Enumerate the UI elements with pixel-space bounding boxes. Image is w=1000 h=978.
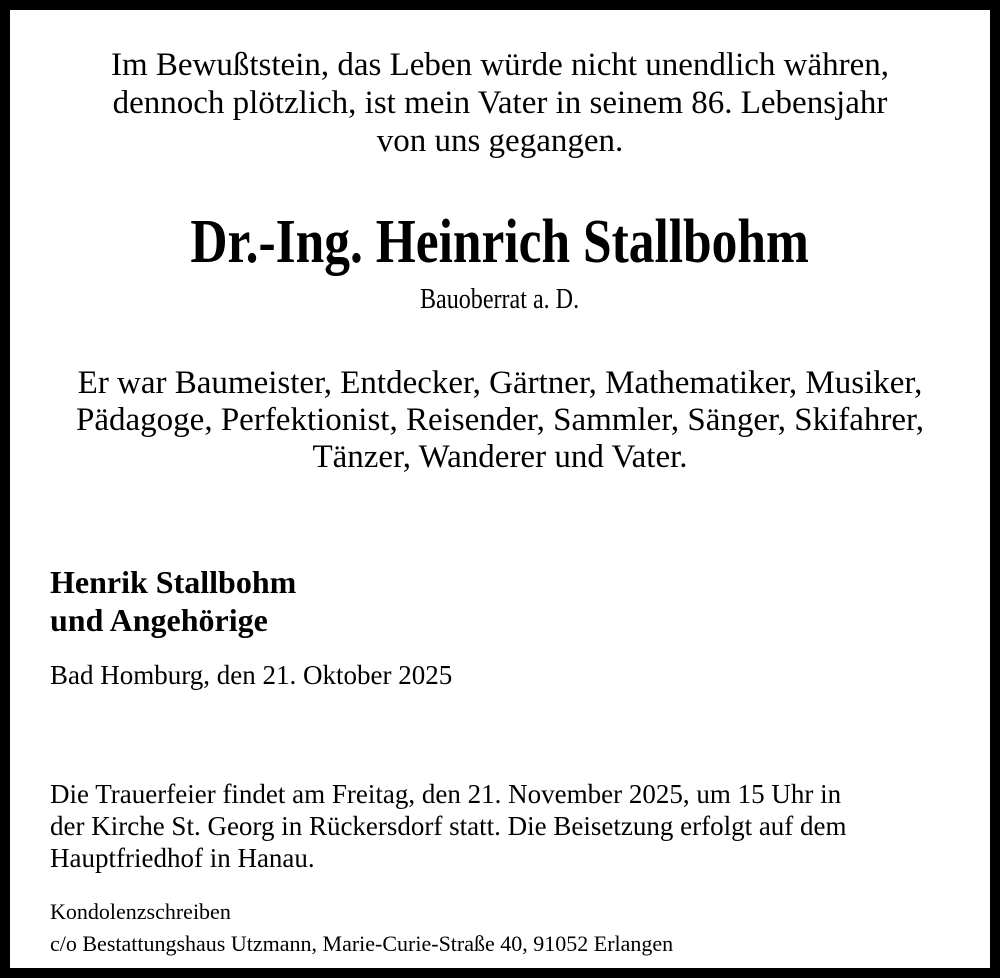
deceased-title: Bauoberrat a. D. <box>420 284 580 315</box>
intro-line-2: dennoch plötzlich, ist mein Vater in seinem 86. Lebensjahr <box>112 85 888 121</box>
ceremony-line-1: Die Trauerfeier findet am Freitag, den 21. November 2025, um 15 Uhr in <box>50 779 842 809</box>
condolence-address <box>50 896 673 960</box>
condolence-label: Kondolenzschreiben <box>50 899 231 924</box>
signers-block <box>50 563 296 639</box>
intro-line-1: Im Bewußtstein, das Leben würde nicht unendlich währen, <box>110 47 890 83</box>
deceased-title-block <box>10 282 990 318</box>
deceased-name-block <box>10 206 990 278</box>
intro-line-3: von uns gegangen. <box>376 123 624 159</box>
condolence-address-line: c/o Bestattungshaus Utzmann, Marie-Curie-Straße 40, 91052 Erlangen <box>50 931 674 956</box>
occupations-line-1: Er war Baumeister, Entdecker, Gärtner, Mathematiker, Musiker, <box>77 365 923 401</box>
occupations-line-3: Tänzer, Wanderer und Vater. <box>312 439 688 475</box>
occupations-text <box>10 365 990 476</box>
ceremony-text <box>50 778 847 874</box>
deceased-name: Dr.-Ing. Heinrich Stallbohm <box>190 208 810 276</box>
ceremony-line-2: der Kirche St. Georg in Rückersdorf statt. Die Beisetzung erfolgt auf dem <box>50 811 847 841</box>
signer-name: Henrik Stallbohm <box>50 564 297 600</box>
intro-text <box>10 46 990 160</box>
place-date: Bad Homburg, den 21. Oktober 2025 <box>50 660 453 690</box>
ceremony-line-3: Hauptfriedhof in Hanau. <box>50 843 315 873</box>
signer-relatives: und Angehörige <box>50 602 268 638</box>
occupations-line-2: Pädagoge, Perfektionist, Reisender, Sammler, Sänger, Skifahrer, <box>76 402 924 438</box>
